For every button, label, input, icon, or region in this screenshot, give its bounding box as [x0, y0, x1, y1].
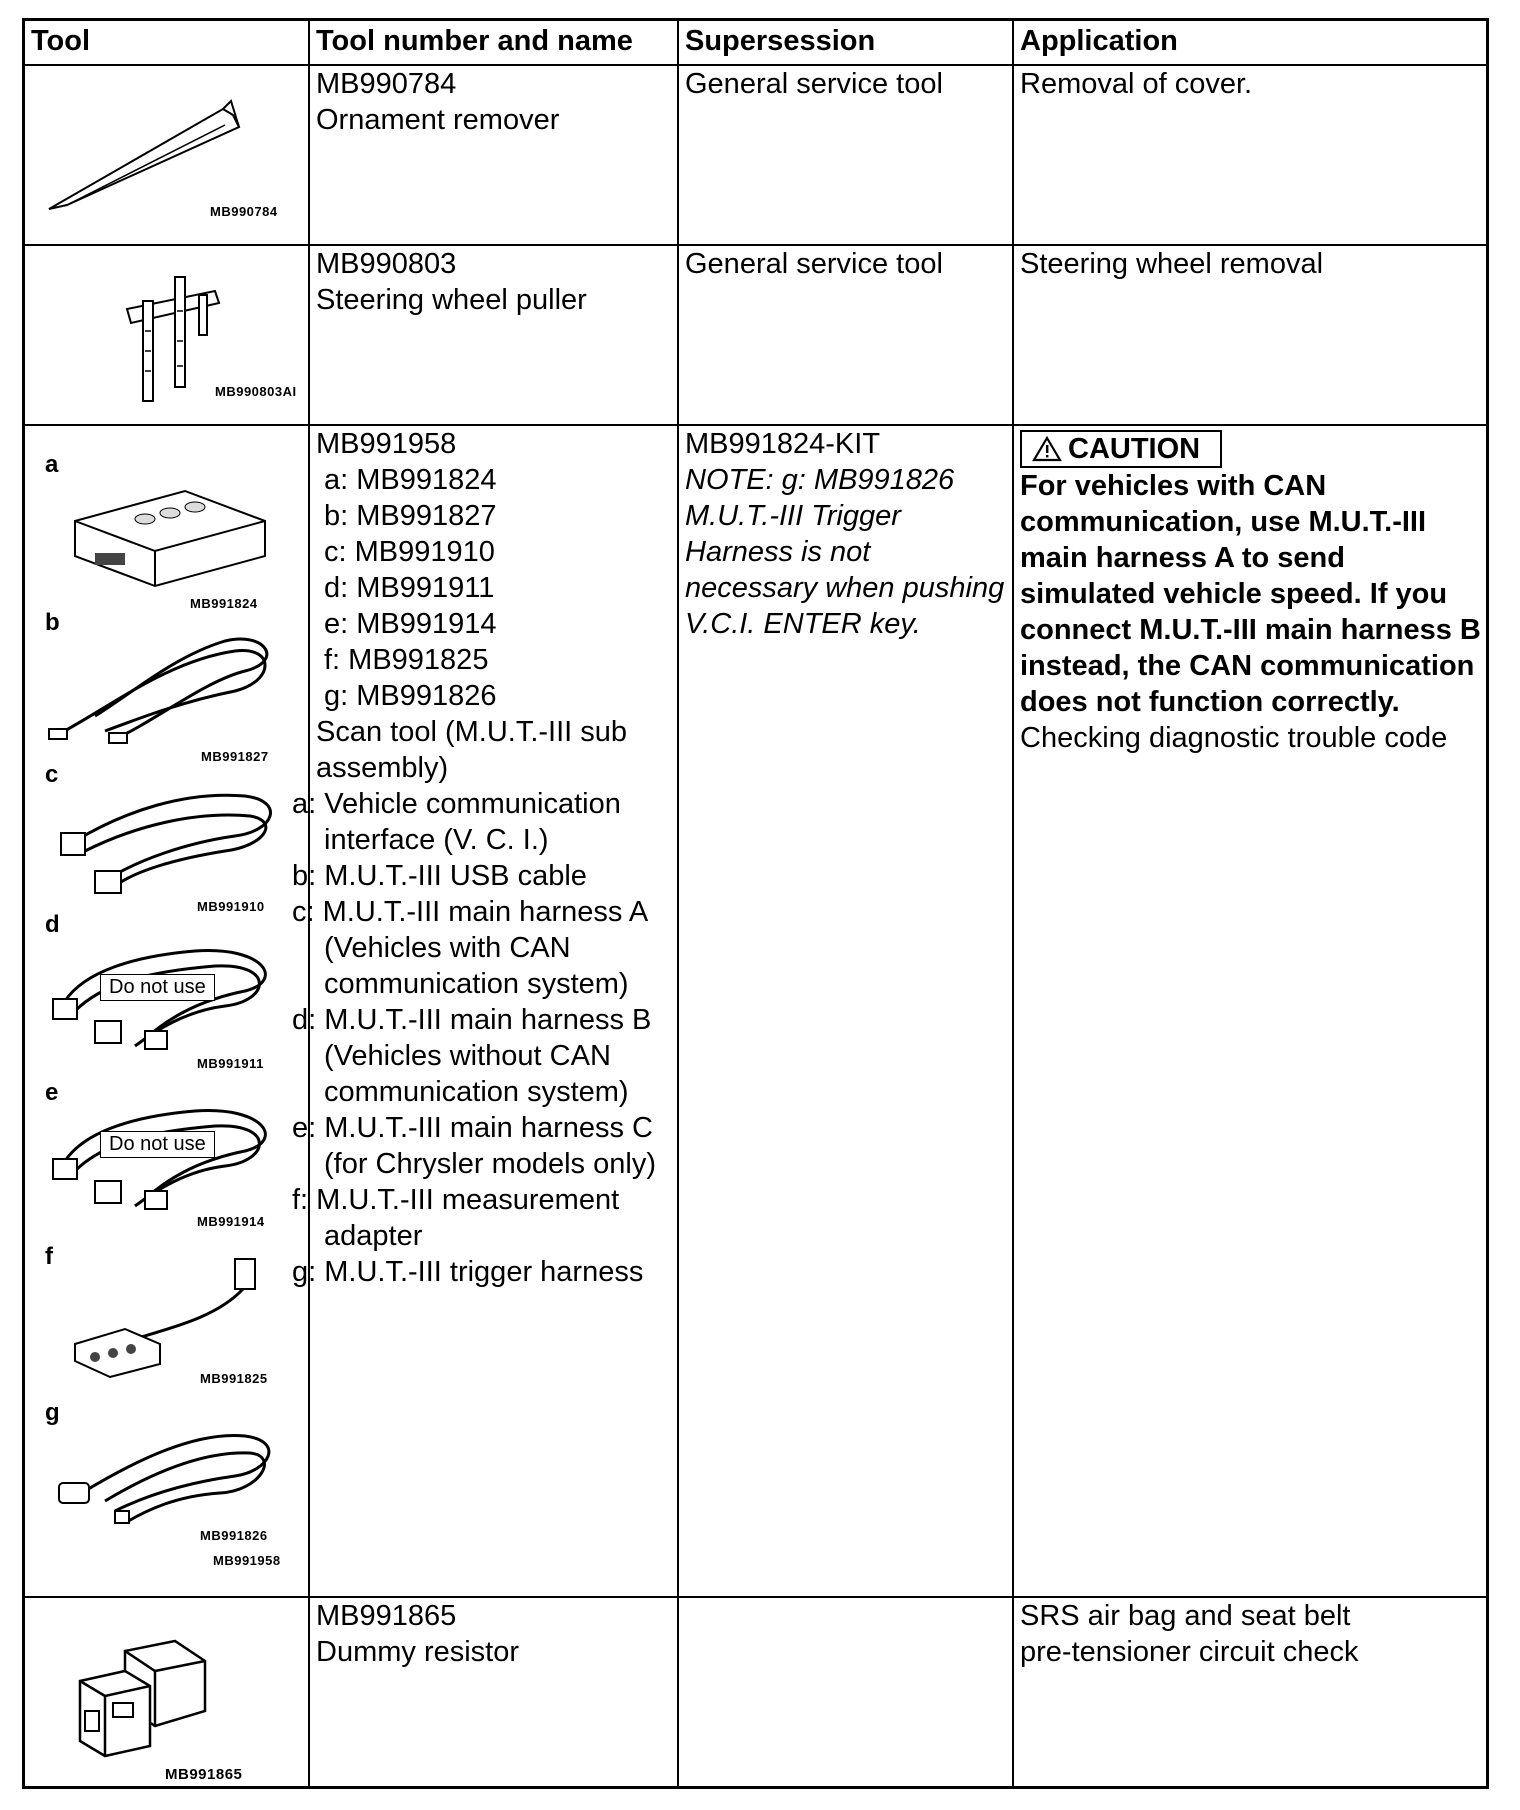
caution-box — [1020, 430, 1222, 468]
supersession-value: General service tool — [685, 248, 943, 280]
tool-code-label: MB991865 — [165, 1766, 243, 1783]
tool-name: Steering wheel puller — [316, 284, 587, 316]
trigger-harness-illustration — [45, 1411, 275, 1531]
tool-group-code-label: MB991958 — [213, 1553, 281, 1568]
application-value: Checking diagnostic trouble code — [1020, 722, 1448, 754]
tool-code-label: MB991911 — [197, 1056, 264, 1071]
tool-code-label: MB991826 — [200, 1528, 268, 1543]
image-letter: b — [45, 609, 60, 636]
tool-code-label: MB991914 — [197, 1214, 265, 1229]
supersession-cell — [685, 426, 1005, 642]
warning-triangle-icon — [1032, 436, 1062, 462]
dummy-resistor-illustration — [65, 1631, 215, 1761]
image-letter: e — [45, 1079, 59, 1106]
header-application: Application — [1020, 25, 1178, 57]
image-letter: a — [45, 451, 59, 478]
application-value: SRS air bag and seat belt pre-tensioner circuit check — [1020, 1600, 1359, 1668]
vci-illustration — [65, 461, 265, 591]
tool-number: MB991865 — [316, 1600, 457, 1632]
caution-label: CAUTION — [1068, 433, 1201, 465]
kit-part: f: MB991825 — [324, 644, 489, 676]
column-divider — [677, 21, 679, 1786]
image-letter: d — [45, 911, 60, 938]
main-harness-a-illustration — [45, 771, 275, 901]
kit-description: c: M.U.T.-III main harness A (Vehicles with CAN communication system) — [292, 896, 647, 1000]
supersession-value: General service tool — [685, 68, 943, 100]
supersession-value: MB991824-KIT — [685, 428, 881, 460]
tool-code-label: MB991824 — [190, 596, 258, 611]
kit-part: a: MB991824 — [324, 464, 497, 496]
image-letter: g — [45, 1399, 60, 1426]
tool-code-label: MB991910 — [197, 899, 265, 914]
caution-text: For vehicles with CAN communication, use M.U.T.-III main harness A to send simulated vehicle speed. If you connect M.U.T.-III main harness B instead, the CAN communication does not function correctly. — [1020, 470, 1481, 718]
application-cell — [1020, 426, 1485, 756]
kit-part: d: MB991911 — [324, 572, 495, 604]
tool-number-name-cell — [292, 426, 671, 1290]
kit-part: e: MB991914 — [324, 608, 497, 640]
tool-number: MB990784 — [316, 68, 457, 100]
kit-description: d: M.U.T.-III main harness B (Vehicles without CAN communication system) — [292, 1004, 652, 1108]
header-tool-number-name: Tool number and name — [316, 25, 633, 57]
image-letter: f — [45, 1243, 53, 1270]
tool-code-label: MB990784 — [210, 204, 278, 219]
ornament-remover-illustration — [45, 91, 245, 211]
do-not-use-tag: Do not use — [100, 1131, 215, 1158]
kit-description: f: M.U.T.-III measurement adapter — [292, 1184, 620, 1252]
column-divider — [1012, 21, 1014, 1786]
application-value: Removal of cover. — [1020, 68, 1253, 100]
kit-description: g: M.U.T.-III trigger harness — [292, 1256, 644, 1288]
kit-description: a: Vehicle communication interface (V. C. I.) — [292, 788, 621, 856]
kit-parts-list — [316, 462, 671, 714]
tool-number: MB990803 — [316, 248, 457, 280]
do-not-use-tag: Do not use — [100, 974, 215, 1001]
application-value: Steering wheel removal — [1020, 248, 1324, 280]
kit-part: g: MB991826 — [324, 680, 497, 712]
measurement-adapter-illustration — [65, 1249, 265, 1379]
tool-name: Ornament remover — [316, 104, 560, 136]
kit-part: c: MB991910 — [324, 536, 495, 568]
tool-code-label: MB991827 — [201, 749, 269, 764]
special-tools-table — [22, 18, 1489, 1789]
tool-code-label: MB991825 — [200, 1371, 268, 1386]
header-supersession: Supersession — [685, 25, 876, 57]
kit-description: b: M.U.T.-III USB cable — [292, 860, 587, 892]
usb-cable-illustration — [45, 621, 275, 751]
tool-name: Dummy resistor — [316, 1636, 520, 1668]
supersession-note: NOTE: g: MB991826 M.U.T.-III Trigger Harness is not necessary when pushing V.C.I. ENTER key. — [685, 464, 1005, 640]
tool-name: Scan tool (M.U.T.-III sub assembly) — [316, 716, 628, 784]
header-tool: Tool — [31, 25, 91, 57]
kit-part: b: MB991827 — [324, 500, 497, 532]
tool-code-label: MB990803AI — [215, 384, 297, 399]
kit-description: e: M.U.T.-III main harness C (for Chrysler models only) — [292, 1112, 656, 1180]
tool-number: MB991958 — [316, 428, 457, 460]
image-letter: c — [45, 761, 59, 788]
kit-description-list — [292, 786, 671, 1290]
